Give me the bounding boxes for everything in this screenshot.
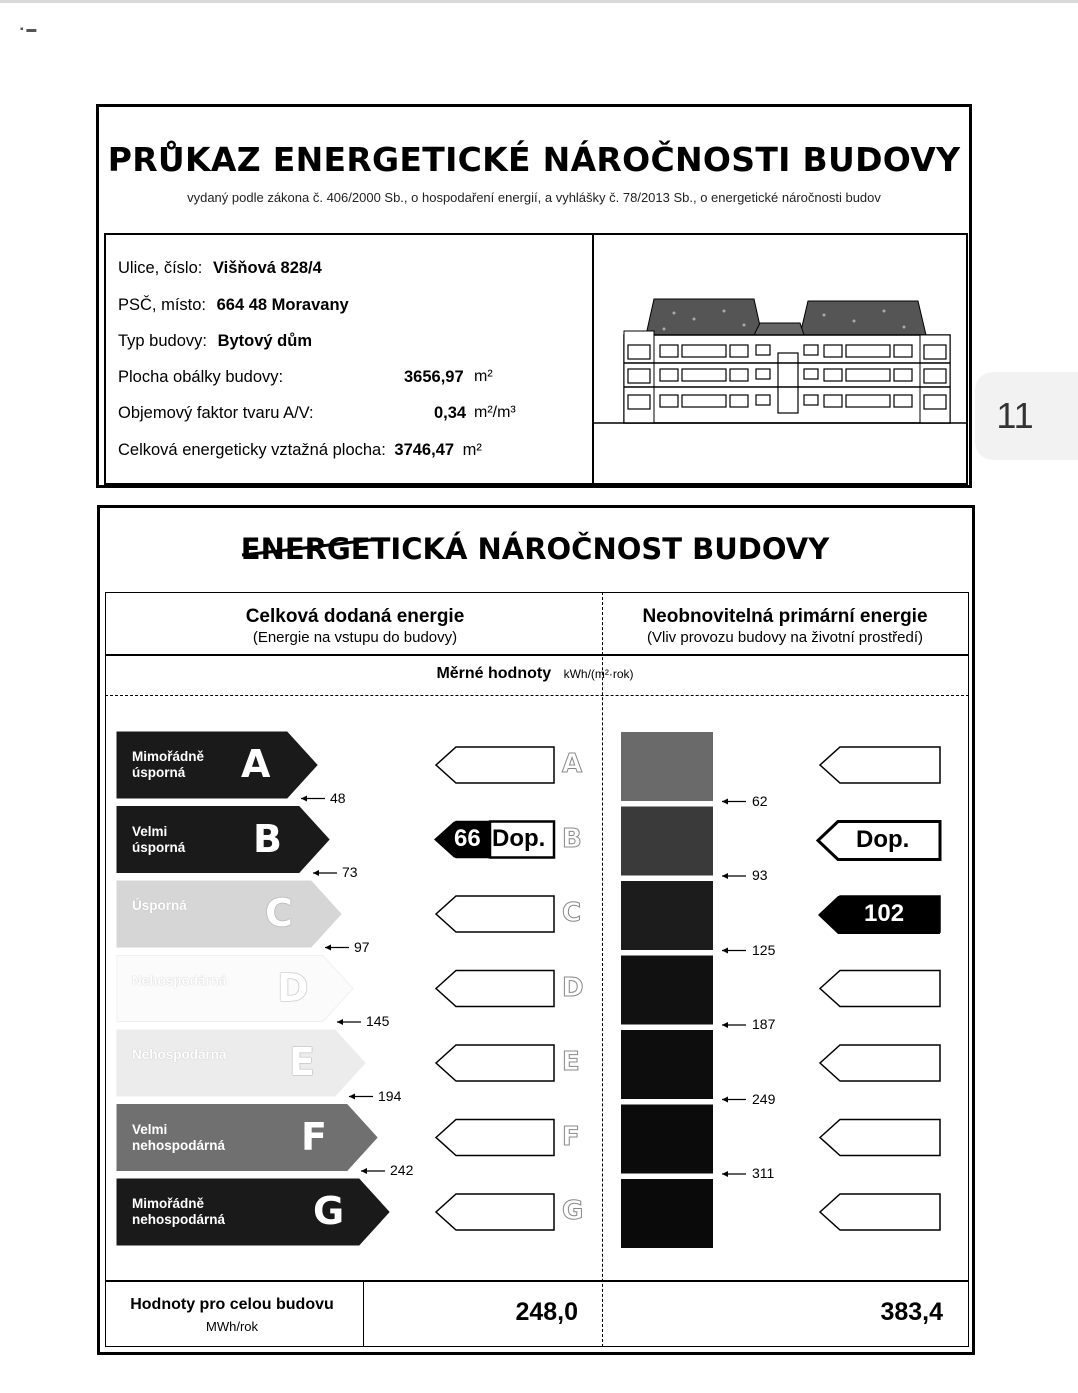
type-value: Bytový dům (217, 332, 313, 350)
total-primary-energy: 383,4 (880, 1298, 943, 1326)
band-label-g: Mimořádně nehospodárná (132, 1196, 226, 1227)
band-label-b: Velmi úsporná (132, 823, 186, 855)
area-value: 3746,47 (394, 441, 455, 459)
primary-energy-block-a (621, 732, 713, 801)
side-letter-f: F (562, 1121, 580, 1152)
indicator-slot-left-d (436, 971, 554, 1007)
energy-class-band-c (117, 881, 341, 947)
envelope-unit: m² (474, 368, 493, 385)
primary-energy-block-e (621, 1030, 713, 1099)
indicator-slot-left-e (436, 1045, 554, 1081)
band-label-line2: úsporná (132, 839, 186, 855)
certificate-subtitle: vydaný podle zákona č. 406/2000 Sb., o hospodaření energií, a vyhlášky č. 78/2013 Sb., o energetické náročnosti budov (187, 190, 881, 205)
area-unit: m² (462, 441, 482, 459)
primary-energy-block-d (621, 956, 713, 1025)
right-threshold-arrowhead (722, 948, 728, 954)
units-value: kWh/(m²·rok) (563, 667, 634, 681)
band-letter-d: D (277, 965, 309, 1010)
band-label-c: Úsporná (132, 898, 187, 913)
right-marker-dop: Dop. (856, 825, 910, 853)
primary-energy-block-g (621, 1179, 713, 1248)
left-marker-label: Dop. (492, 824, 546, 852)
energy-class-band-d (117, 956, 353, 1022)
right-threshold-arrowhead (722, 1097, 728, 1103)
band-label-line2: nehospodárná (132, 1212, 226, 1227)
envelope-label: Plocha obálky budovy: (118, 368, 284, 386)
band-letter-f: F (301, 1114, 327, 1159)
total-delivered-energy: 248,0 (515, 1298, 578, 1326)
side-letter-e: E (562, 1047, 580, 1077)
right-threshold-arrowhead (722, 799, 728, 805)
right-threshold-4: 187 (752, 1016, 776, 1032)
primary-energy-block-f (621, 1105, 713, 1174)
factor-value: 0,34 (434, 404, 467, 422)
indicator-slot-right-g (820, 1194, 940, 1230)
primary-energy-subtitle: (Vliv provozu budovy na životní prostředí) (647, 629, 923, 646)
side-letter-b: B (562, 823, 582, 854)
left-marker-value: 66 (454, 824, 481, 852)
left-threshold-4: 145 (366, 1013, 390, 1029)
psc-label: PSČ, místo: (118, 296, 207, 314)
band-letter-e: E (289, 1040, 315, 1084)
primary-energy-block-c (621, 881, 713, 950)
indicator-slot-left-f (436, 1120, 554, 1156)
left-threshold-arrowhead (349, 1094, 355, 1100)
left-threshold-3: 97 (354, 938, 370, 955)
left-threshold-arrowhead (325, 945, 331, 951)
right-threshold-5: 249 (752, 1090, 776, 1107)
left-threshold-arrowhead (301, 796, 307, 802)
band-letter-b: B (253, 816, 282, 861)
street-label: Ulice, číslo: (118, 259, 203, 277)
envelope-value: 3656,97 (404, 368, 464, 386)
right-threshold-2: 93 (752, 867, 768, 883)
indicator-slot-left-c (436, 896, 554, 932)
energy-class-band-e (117, 1030, 365, 1096)
indicator-slot-right-f (820, 1120, 940, 1156)
band-label-line2: úsporná (132, 765, 186, 780)
band-label-e: Nehospodárná (132, 1047, 227, 1062)
indicator-slot-left-a (436, 747, 554, 783)
band-label-d: Nehospodárná (132, 972, 227, 988)
factor-label: Objemový faktor tvaru A/V: (118, 404, 314, 422)
delivered-energy-title: Celková dodaná energie (245, 606, 465, 627)
totals-unit: MWh/rok (206, 1319, 258, 1334)
page-number-tab[interactable]: 11 (975, 372, 1078, 460)
street-value: Višňová 828/4 (212, 259, 322, 277)
scan-mark: ▪ ▬ (20, 24, 37, 35)
indicator-slot-right-a (820, 747, 940, 783)
side-letter-a: A (562, 749, 583, 779)
band-letter-a: A (241, 742, 271, 786)
indicator-slot-right-e (820, 1045, 940, 1081)
band-label-a: Mimořádně úsporná (132, 749, 205, 780)
left-threshold-6: 242 (390, 1162, 414, 1178)
primary-energy-block-b (621, 807, 713, 876)
right-threshold-1: 62 (752, 792, 768, 809)
left-threshold-5: 194 (378, 1087, 402, 1104)
delivered-energy-subtitle: (Energie na vstupu do budovy) (252, 629, 458, 646)
indicator-slot-right-d (820, 971, 940, 1007)
right-threshold-arrowhead (722, 873, 728, 879)
type-label: Typ budovy: (118, 332, 207, 350)
psc-value: 664 48 Moravany (216, 296, 349, 314)
side-letter-g: G (562, 1196, 584, 1226)
left-threshold-2: 73 (342, 864, 358, 880)
right-marker-value: 102 (864, 900, 905, 927)
band-letter-c: C (265, 891, 293, 935)
right-threshold-arrowhead (722, 1022, 728, 1028)
totals-label: Hodnoty pro celou budovu (130, 1296, 334, 1313)
area-label: Celková energeticky vztažná plocha: (118, 441, 386, 459)
factor-unit: m²/m³ (474, 404, 516, 421)
totals-separator (363, 1280, 364, 1347)
left-threshold-arrowhead (313, 870, 319, 876)
band-letter-g: G (313, 1189, 345, 1233)
right-threshold-3: 125 (752, 941, 776, 958)
band-label-f: Velmi nehospodárná (132, 1121, 226, 1153)
right-threshold-6: 311 (752, 1165, 775, 1181)
left-threshold-1: 48 (330, 789, 346, 806)
left-threshold-arrowhead (361, 1168, 367, 1174)
side-letter-d: D (562, 972, 584, 1003)
indicator-slot-left-g (436, 1194, 554, 1230)
energy-performance-title: ENERGETICKÁ NÁROČNOST BUDOVY (240, 532, 830, 566)
units-bold: Měrné hodnoty (436, 665, 552, 682)
band-label-line2: nehospodárná (132, 1137, 226, 1153)
side-letter-c: C (562, 898, 582, 928)
certificate-title: PRŮKAZ ENERGETICKÉ NÁROČNOSTI BUDOVY (107, 140, 961, 179)
primary-energy-title: Neobnovitelná primární energie (642, 606, 928, 627)
right-threshold-arrowhead (722, 1171, 728, 1177)
left-threshold-arrowhead (337, 1019, 343, 1025)
